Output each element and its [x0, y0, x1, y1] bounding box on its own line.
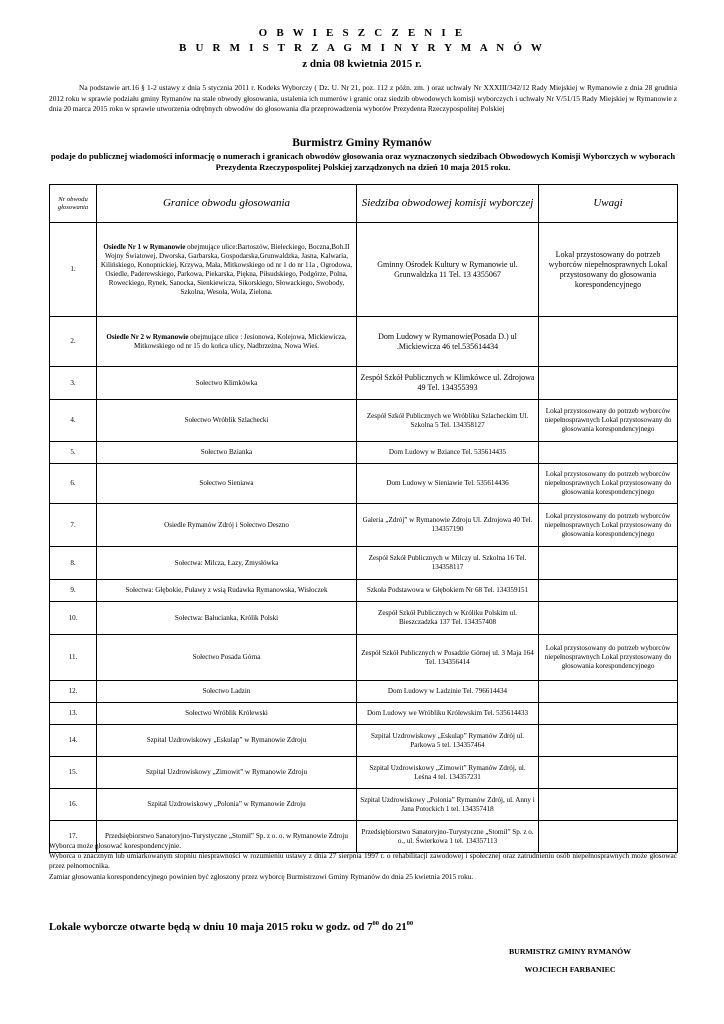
commission-seat: Dom Ludowy w Sieniawie Tel. 535614436 [357, 464, 539, 504]
district-boundaries [97, 789, 357, 821]
remarks [539, 725, 678, 757]
remarks [539, 789, 678, 821]
header-district-number: Nr obwodu głosowania [50, 185, 97, 223]
header-remarks: Uwagi [539, 185, 678, 223]
remarks [539, 757, 678, 789]
district-number: 3. [50, 367, 97, 400]
remarks [539, 442, 678, 464]
commission-seat: Zespół Szkół Publicznych w Króliku Polskim ul. Bieszczadzka 137 Tel. 134357408 [357, 602, 539, 635]
remarks [539, 317, 678, 367]
mayor-heading: Burmistrz Gminy Rymanów [292, 137, 432, 149]
district-boundaries-text: obejmujące ulice : Jesionowa, Kolejowa, Mickiewicza, Mitkowskiego od nr 15 do końca ulicy, Nadbrzeżna, Nowa Wieś. [133, 332, 347, 350]
table-row [50, 580, 678, 602]
district-boundaries-text: Szpital Uzdrowiskowy „Eskulap” w Rymanowie Zdroju [146, 736, 307, 744]
district-boundaries-text: Sołectwa: Milcza, Łazy, Zmysłówka [174, 558, 279, 567]
district-boundaries [97, 442, 357, 464]
district-boundaries-text: Przedsiębiorstwo Sanatoryjno-Turystyczne „Stomil” Sp. z o. o. w Rymanowie Zdroju [105, 832, 348, 840]
district-boundaries-text: obejmujące ulice:Bartoszów, Bieleckiego, Boczna,Boh.II Wojny Światowej, Dworska, Garbarska, Gospodarska,Grunwaldzka, Jasna, Kalwaria, Kilińskiego, Konopnickiej, Krzywa, Mała, Mitkowskiego od nr 1 do nr 11a , Ogrodowa, Osiedle, Paderewskiego, Parkowa, Piekarska, Piękna, Piłsudskiego, Podgórze, Polna, Roweckiego, Rynek, Sanocka, Sienkiewicza, Sikorskiego, Słowackiego, Swobody, Szkolna, Wesoła, Wola, Zielona. [100, 242, 353, 296]
commission-seat: Szpital Uzdrowiskowy „Polonia” Rymanów Zdrój, ul. Anny i Jana Potockich 1 tel. 134357418 [357, 789, 539, 821]
district-number: 14. [50, 725, 97, 757]
commission-seat: Dom Ludowy w Ladzinie Tel. 796614434 [357, 681, 539, 703]
opening-hours-line [49, 920, 413, 933]
district-number: 1. [50, 223, 97, 317]
district-boundaries-text: Sołectwo Sieniawa [199, 479, 254, 487]
table-row [50, 602, 678, 635]
district-number: 2. [50, 317, 97, 367]
district-number: 4. [50, 400, 97, 442]
district-boundaries-text: Szpital Uzdrowiskowy „Polonia” w Rymanowie Zdroju [147, 800, 306, 808]
table-row [50, 367, 678, 400]
district-boundaries [97, 681, 357, 703]
district-boundaries [97, 317, 357, 367]
district-boundaries [97, 602, 357, 635]
table-row [50, 223, 678, 317]
district-boundaries-text: Sołectwo Posada Górna [192, 653, 261, 661]
opening-hours-mid: do 21 [379, 921, 407, 933]
remarks: Lokal przystosowany do potrzeb wyborców niepełnosprawnych Lokal przystosowany do głosowania korespondencyjnego [539, 464, 678, 504]
note-correspondence-voting: Wyborca może głosować korespondencyjnie. [49, 841, 182, 850]
district-number: 9. [50, 580, 97, 602]
signature-title: BURMISTRZ GMINY RYMANÓW [508, 947, 632, 956]
table-row [50, 400, 678, 442]
commission-seat: Przedsiębiorstwo Sanatoryjno-Turystyczne „Stomil” Sp. z o. o., ul. Świerkowa 1 tel. 134357113 [357, 821, 539, 853]
table-row [50, 547, 678, 580]
opening-hours-sup-end: 00 [406, 920, 414, 927]
commission-seat: Galeria „Zdrój” w Rymanowie Zdroju Ul. Zdrojowa 40 Tel. 134357190 [357, 504, 539, 547]
district-boundaries [97, 223, 357, 317]
district-boundaries-text: Sołectwo Ladzin [202, 687, 251, 695]
district-boundaries [97, 635, 357, 681]
remarks: Lokal przystosowany do potrzeb wyborców niepełnosprawnych Lokal przystosowany do głosowania korespondencyjnego [539, 223, 678, 317]
district-boundaries-text: Szpital Uzdrowiskowy „Zimowit” w Rymanowie Zdroju [145, 768, 308, 776]
district-boundaries-text: Osiedle Rymanów Zdrój i Sołectwo Deszno [164, 520, 289, 529]
table-row [50, 464, 678, 504]
commission-seat: Zespół Szkół Publicznych we Wróbliku Szlacheckim Ul. Szkolna 5 Tel. 134358127 [357, 400, 539, 442]
announcement-issuer: B U R M I S T R Z A G M I N Y R Y M A N Ó W [178, 42, 546, 54]
table-header-row [50, 185, 678, 223]
announcement-date: z dnia 08 kwietnia 2015 r. [302, 58, 422, 70]
opening-hours-sup-start: 00 [372, 920, 380, 927]
remarks [539, 602, 678, 635]
opening-hours-text: Lokale wyborcze otwarte będą w dniu 10 maja 2015 roku w godz. od 7 [49, 921, 373, 933]
table-row [50, 317, 678, 367]
remarks [539, 367, 678, 400]
voter-notes [49, 841, 677, 882]
commission-seat: Szkoła Podstawowa w Głębokiem Nr 68 Tel. 134359151 [357, 580, 539, 602]
table-row [50, 681, 678, 703]
district-boundaries-text: Sołectwa: Głębokie, Puławy z wsią Rudawka Rymanowska, Wisłoczek [125, 586, 328, 594]
district-number: 12. [50, 681, 97, 703]
district-boundaries [97, 757, 357, 789]
announcement-title: O B W I E S Z C Z E N I E [258, 27, 466, 39]
district-boundaries [97, 367, 357, 400]
table-row [50, 442, 678, 464]
district-boundaries [97, 703, 357, 725]
commission-seat: Zespół Szkół Publicznych w Posadzie Górnej ul. 3 Maja 164 Tel. 134356414 [357, 635, 539, 681]
header-commission-seat: Siedziba obwodowej komisji wyborczej [357, 185, 539, 223]
district-number: 7. [50, 504, 97, 547]
commission-seat: Szpital Uzdrowiskowy „Eskulap” Rymanów Zdrój ul. Parkowa 5 tel. 134357464 [357, 725, 539, 757]
commission-seat: Szpital Uzdrowiskowy „Zimowit” Rymanów Zdrój, ul. Leśna 4 tel. 134357231 [357, 757, 539, 789]
table-row [50, 789, 678, 821]
note-deadline: Zamiar głosowania korespondencyjnego powinien być zgłoszony przez wyborcę Burmistrzowi Gminy Rymanów do dnia 25 kwietnia 2015 roku. [49, 871, 474, 881]
district-boundaries [97, 504, 357, 547]
header-district-boundaries: Granice obwodu głosowania [97, 185, 357, 223]
district-boundaries-text: Sołectwo Wróblik Szlachecki [184, 416, 269, 424]
remarks: Lokal przystosowany do potrzeb wyborców niepełnosprawnych Lokal przystosowany do głosowania korespondencyjnego [539, 400, 678, 442]
commission-seat: Gminny Ośrodek Kultury w Rymanowie ul. Grunwaldzka 11 Tel. 13 4355067 [357, 223, 539, 317]
table-row [50, 504, 678, 547]
district-number: 6. [50, 464, 97, 504]
district-boundaries-text: Sołectwo Wróblik Królewski [185, 709, 268, 717]
district-number: 10. [50, 602, 97, 635]
commission-seat: Zespół Szkół Publicznych w Klimkówce ul. Zdrojowa 49 Tel. 134355393 [357, 367, 539, 400]
commission-seat: Dom Ludowy we Wróbliku Królewskim Tel. 535614433 [357, 703, 539, 725]
district-boundaries-text: Sołectwa: Bałucianka, Królik Polski [174, 613, 279, 622]
district-boundaries [97, 547, 357, 580]
commission-seat: Dom Ludowy w Rymanowie(Posada D.) ul .Mickiewicza 46 tel.535614434 [357, 317, 539, 367]
remarks: Lokal przystosowany do potrzeb wyborców niepełnosprawnych Lokal przystosowany do głosowania korespondencyjnego [539, 635, 678, 681]
district-boundaries [97, 464, 357, 504]
district-number: 11. [50, 635, 97, 681]
legal-basis-paragraph: Na podstawie art.16 § 1-2 ustawy z dnia 5 stycznia 2011 r. Kodeks Wyborczy ( Dz. U. Nr 21, poz. 112 z późn. zm. ) oraz uchwały Nr XXXIII/342/12 Rady Miejskiej w Rymanowie z dnia 28 grudnia 2012 roku w sprawie podziału gminy Rymanów na stałe obwody głosowania, ustalenia ich numerów i granic oraz siedzib obwodowych komisji wyborczych i uchwały Nr V/51/15 Rady Miejskiej w Rymanowie z dnia 20 marca 2015 roku w sprawie utworzenia odrębnych obwodów do głosowania dla przeprowadzenia wyborów Prezydenta Rzeczypospolitej Polskiej [49, 83, 677, 114]
remarks [539, 580, 678, 602]
signature-name: WOJCIECH FARBANIEC [524, 965, 616, 974]
district-name: Osiedle Nr 2 w Rymanowie [106, 332, 189, 341]
district-boundaries [97, 580, 357, 602]
district-boundaries [97, 725, 357, 757]
remarks [539, 547, 678, 580]
polling-districts-table [49, 184, 678, 853]
table-row [50, 635, 678, 681]
commission-seat: Dom Ludowy w Bziance Tel. 535614435 [357, 442, 539, 464]
district-boundaries [97, 400, 357, 442]
table-row [50, 725, 678, 757]
intro-paragraph: podaje do publicznej wiadomości informację o numerach i granicach obwodów głosowania oraz wyznaczonych siedzibach Obwodowych Komisji Wyborczych w wyborach Prezydenta Rzeczypospolitej Polskiej zarządzonych na dzień 10 maja 2015 roku. [50, 151, 676, 172]
commission-seat: Zespół Szkół Publicznych w Milczy ul. Szkolna 16 Tel. 134358117 [357, 547, 539, 580]
district-number: 8. [50, 547, 97, 580]
district-boundaries-text: Sołectwo Klimkówka [195, 378, 258, 387]
remarks [539, 703, 678, 725]
district-number: 13. [50, 703, 97, 725]
district-name: Osiedle Nr 1 w Rymanowie [103, 242, 186, 251]
table-row [50, 703, 678, 725]
remarks: Lokal przystosowany do potrzeb wyborców niepełnosprawnych Lokal przystosowany do głosowania korespondencyjnego [539, 504, 678, 547]
district-number: 16. [50, 789, 97, 821]
district-boundaries-text: Sołectwo Bzianka [200, 448, 253, 456]
note-proxy-voting: Wyborca o znacznym lub umiarkowanym stopniu niesprawności w rozumieniu ustawy z dnia 27 sierpnia 1997 r. o rehabilitacji zawodowej i społecznej oraz zatrudnieniu osób niepełnosprawnych może głosować przez pełnomocnika. [49, 851, 677, 871]
district-number: 15. [50, 757, 97, 789]
table-row [50, 757, 678, 789]
remarks [539, 681, 678, 703]
table-body [50, 223, 678, 853]
district-number: 17. [50, 821, 97, 853]
district-number: 5. [50, 442, 97, 464]
